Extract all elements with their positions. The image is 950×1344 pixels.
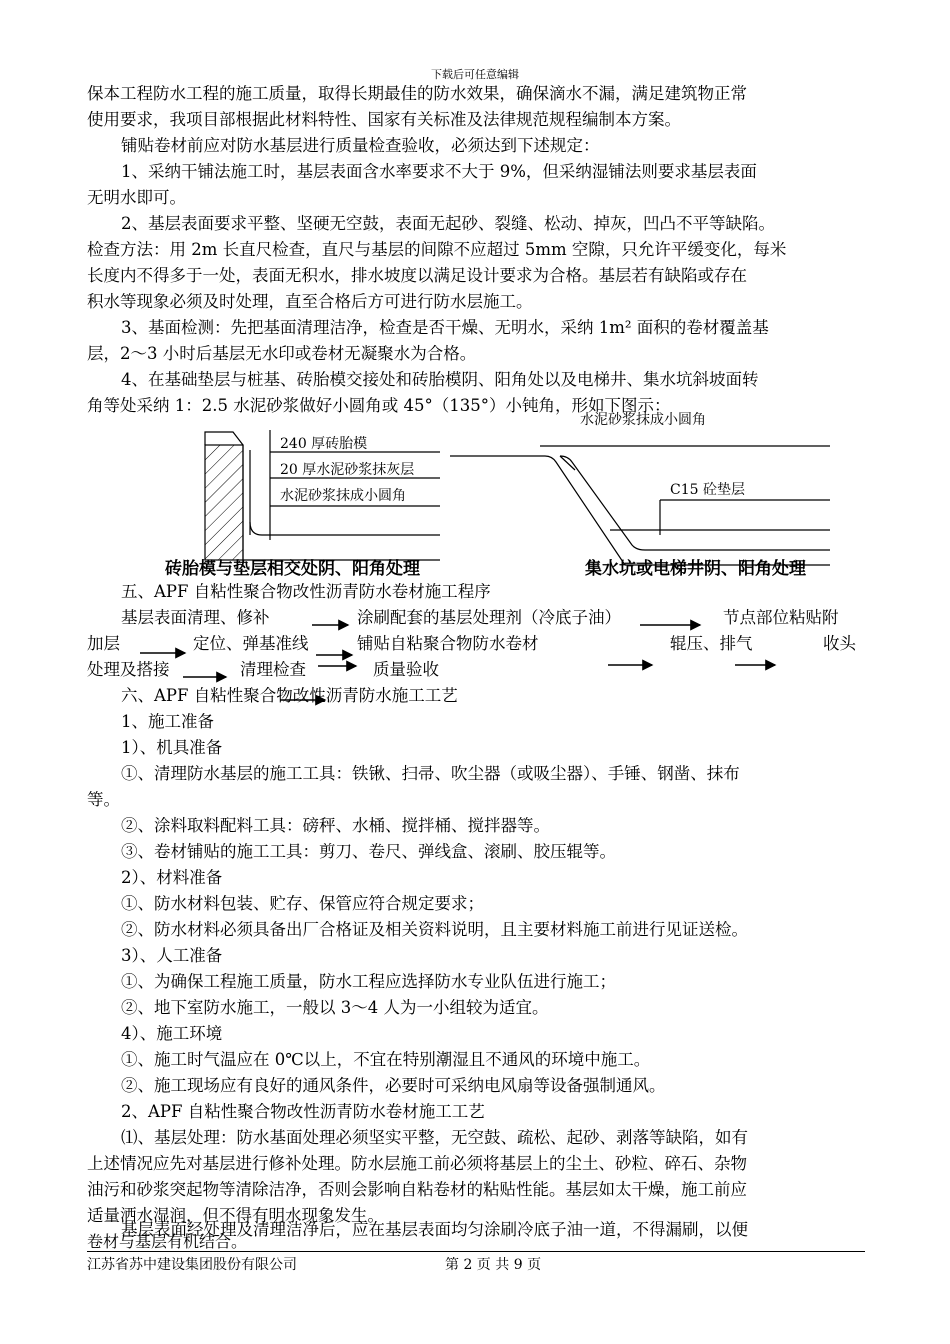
body-line: 铺贴卷材前应对防水基层进行质量检查验收，必须达到下述规定： (121, 136, 600, 155)
body-line: 1）、机具准备 (121, 738, 223, 757)
flow-step: 铺贴自粘聚合物防水卷材 (357, 634, 539, 653)
body-line: 角等处采纳 1：2.5 水泥砂浆做好小圆角或 45°（135°）小钝角，形如下图示： (87, 396, 671, 415)
footer-company: 江苏省苏中建设集团股份有限公司 (87, 1257, 297, 1273)
body-line: 4、在基础垫层与桩基、砖胎模交接处和砖胎模阴、阳角处以及电梯井、集水坑斜坡面转 (121, 370, 759, 389)
body-line: 使用要求，我项目部根据此材料特性、国家有关标准及法律规范规程编制本方案。 (87, 110, 681, 129)
flow-step: 收头 (823, 634, 856, 653)
body-line: 保本工程防水工程的施工质量，取得长期最佳的防水效果，确保滴水不漏，满足建筑物正常 (87, 84, 747, 103)
body-line: 3）、人工准备 (121, 946, 223, 965)
body-line: 2）、材料准备 (121, 868, 223, 887)
body-line: 油污和砂浆突起物等清除洁净，否则会影响自粘卷材的粘贴性能。基层如太干燥，施工前应 (87, 1180, 747, 1199)
section-title: 六、APF 自粘性聚合物改性沥青防水施工工艺 (121, 686, 458, 705)
body-line: 层，2～3 小时后基层无水印或卷材无凝聚水为合格。 (87, 344, 477, 363)
body-line: ②、防水材料必须具备出厂合格证及相关资料说明，且主要材料施工前进行见证送检。 (121, 920, 748, 939)
flow-step: 基层表面清理、修补 (121, 608, 270, 627)
flow-step: 质量验收 (373, 660, 439, 679)
flow-step: 加层 (87, 634, 120, 653)
body-line: 积水等现象必须及时处理，直至合格后方可进行防水层施工。 (87, 292, 533, 311)
flow-step: 清理检查 (240, 660, 306, 679)
body-line: 检查方法：用 2m 长直尺检查，直尺与基层的间隙不应超过 5mm 空隙，只允许平缓变化，每米 (87, 240, 787, 259)
diagram-caption-right: 集水坑或电梯井阴、阳角处理 (585, 559, 806, 579)
diagram-label: 240 厚砖胎模 (280, 436, 368, 452)
header-note: 下载后可任意编辑 (431, 68, 519, 81)
body-line: 长度内不得多于一处，表面无积水，排水坡度以满足设计要求为合格。基层若有缺陷或存在 (87, 266, 747, 285)
body-line: ①、施工时气温应在 0℃以上，不宜在特别潮湿且不通风的环境中施工。 (121, 1050, 651, 1069)
diagram-label: 水泥砂浆抹成小圆角 (580, 412, 706, 428)
body-line: ①、清理防水基层的施工工具：铁锹、扫帚、吹尘器（或吸尘器）、手锤、钢凿、抹布 (121, 764, 740, 783)
body-line: 上述情况应先对基层进行修补处理。防水层施工前必须将基层上的尘土、砂粒、碎石、杂物 (87, 1154, 747, 1173)
diagram-label: 水泥砂浆抹成小圆角 (280, 488, 406, 504)
body-line: ③、卷材铺贴的施工工具：剪刀、卷尺、弹线盒、滚刷、胶压辊等。 (121, 842, 616, 861)
body-line: 1、施工准备 (121, 712, 214, 731)
body-line: 卷材与基层有机结合。 (87, 1232, 248, 1251)
body-line: 2、基层表面要求平整、坚硬无空鼓，表面无起砂、裂缝、松动、掉灰，凹凸不平等缺陷。 (121, 214, 775, 233)
diagram-label: 20 厚水泥砂浆抹灰层 (280, 462, 415, 478)
diagram-caption-left: 砖胎模与垫层相交处阴、阳角处理 (165, 559, 420, 579)
body-line: 无明水即可。 (87, 188, 186, 207)
body-line: ⑴、基层处理：防水基面处理必须坚实平整，无空鼓、疏松、起砂、剥落等缺陷，如有 (121, 1128, 748, 1147)
section-title: 五、APF 自粘性聚合物改性沥青防水卷材施工程序 (121, 582, 491, 601)
footer-page-number: 第 2 页 共 9 页 (445, 1257, 542, 1273)
body-line: 等。 (87, 790, 120, 809)
body-line: ①、为确保工程施工质量，防水工程应选择防水专业队伍进行施工； (121, 972, 616, 991)
body-line: 2、APF 自粘性聚合物改性沥青防水卷材施工工艺 (121, 1102, 485, 1121)
flow-step: 涂刷配套的基层处理剂（冷底子油） (357, 608, 621, 627)
flow-step: 节点部位粘贴附 (723, 608, 839, 627)
flow-step: 处理及搭接 (87, 660, 170, 679)
flow-step: 定位、弹基准线 (193, 634, 309, 653)
body-line: 基层表面经处理及清理洁净后，应在基层表面均匀涂刷冷底子油一道，不得漏刷，以便 (121, 1220, 748, 1239)
flow-step: 辊压、排气 (670, 634, 753, 653)
diagram-label: C15 砼垫层 (670, 482, 745, 498)
body-line: 4）、施工环境 (121, 1024, 223, 1043)
footer-rule (87, 1251, 865, 1252)
body-line: ②、涂料取料配料工具：磅秤、水桶、搅拌桶、搅拌器等。 (121, 816, 550, 835)
body-line: 3、基面检测：先把基面清理洁净，检查是否干燥、无明水，采纳 1m² 面积的卷材覆盖基 (121, 318, 769, 337)
body-line: ①、防水材料包装、贮存、保管应符合规定要求； (121, 894, 484, 913)
body-line: 适量洒水湿润，但不得有明水现象发生。 (87, 1206, 384, 1225)
body-line: ②、地下室防水施工，一般以 3～4 人为一小组较为适宜。 (121, 998, 549, 1017)
body-line: 1、采纳干铺法施工时，基层表面含水率要求不大于 9%，但采纳湿铺法则要求基层表面 (121, 162, 757, 181)
body-line: ②、施工现场应有良好的通风条件，必要时可采纳电风扇等设备强制通风。 (121, 1076, 666, 1095)
